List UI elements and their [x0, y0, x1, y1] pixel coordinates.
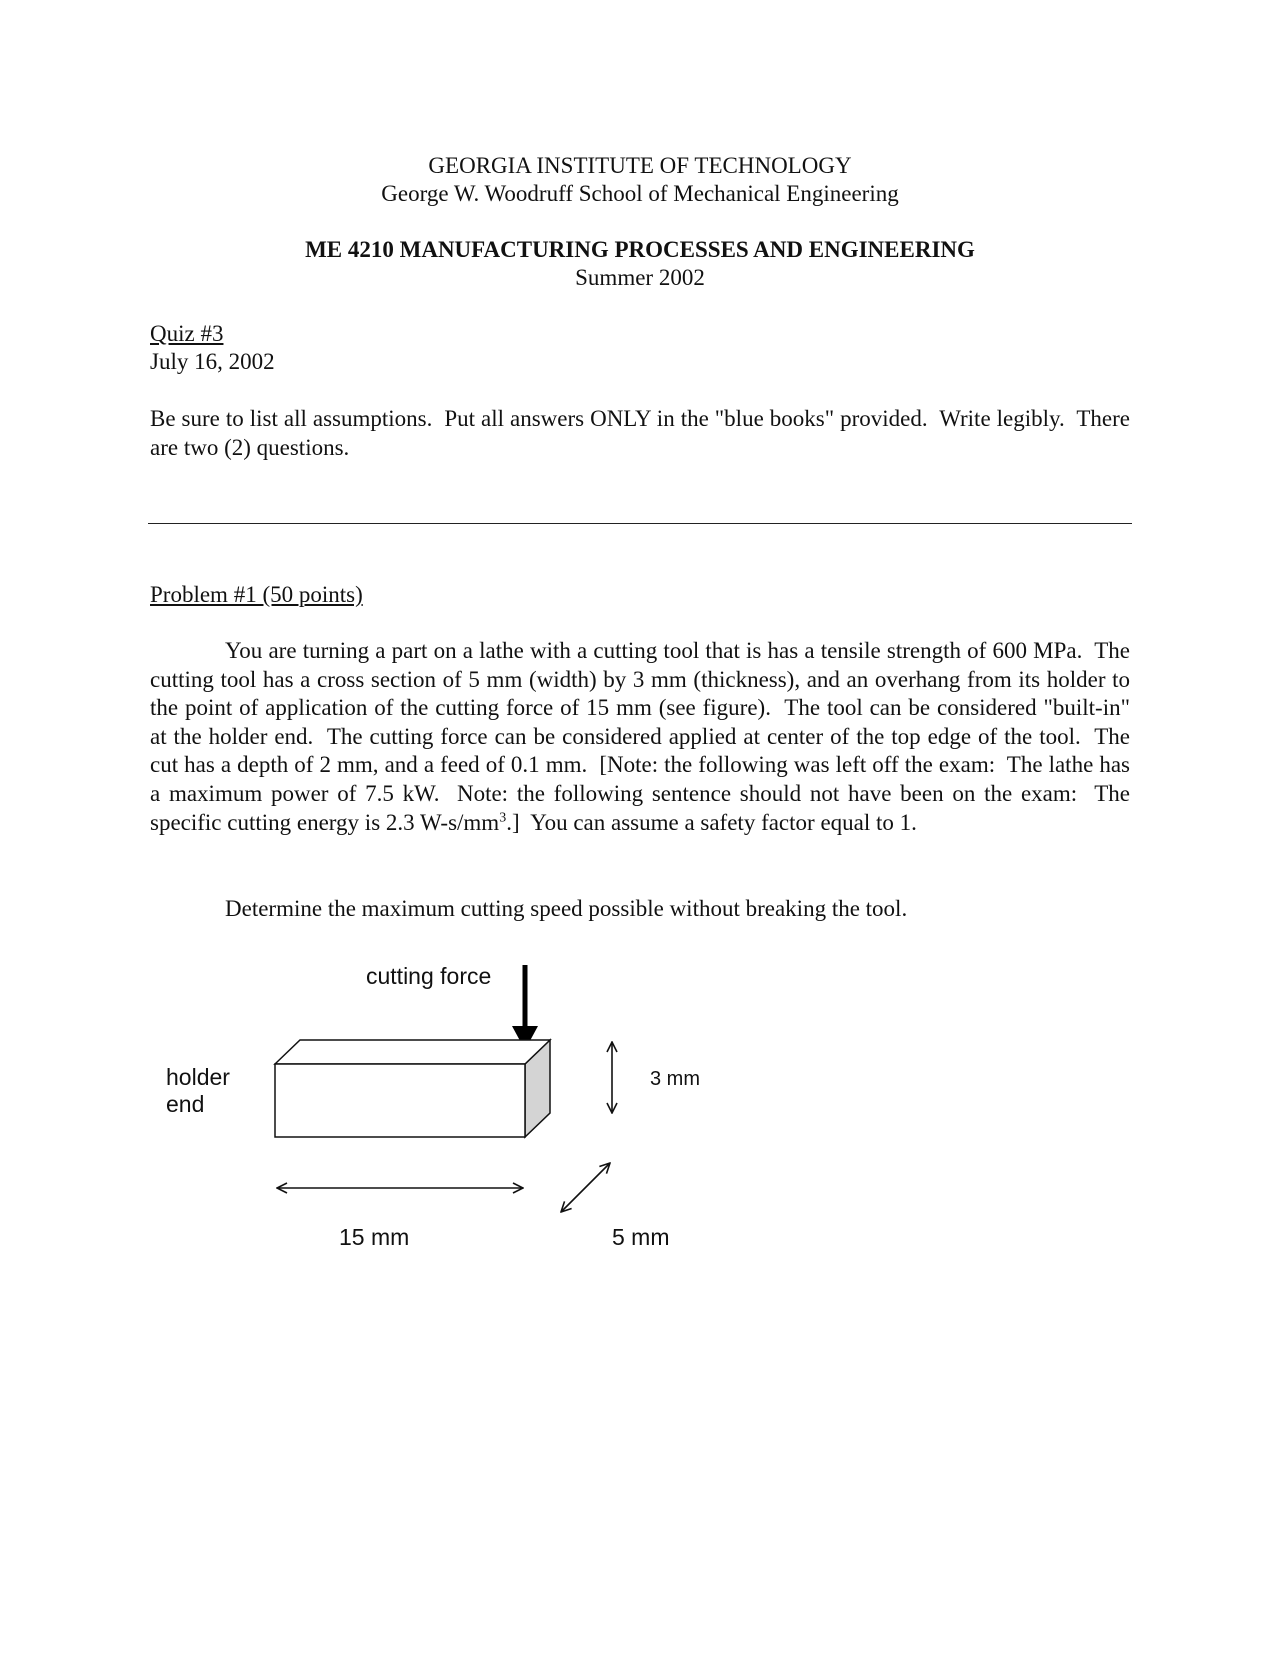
quiz-title: Quiz #3 — [150, 321, 224, 346]
term: Summer 2002 — [575, 265, 705, 290]
holder-label-line1: holder — [166, 1064, 230, 1090]
course-title: ME 4210 MANUFACTURING PROCESSES AND ENGINEERING — [305, 237, 975, 262]
width-dimension-arrow — [561, 1163, 610, 1212]
problem-task: Determine the maximum cutting speed possible without breaking the tool. — [225, 896, 908, 921]
superscript-exponent: 3 — [499, 809, 507, 825]
section-divider — [148, 523, 1132, 524]
institution-name: GEORGIA INSTITUTE OF TECHNOLOGY — [428, 153, 852, 178]
thickness-label: 3 mm — [650, 1068, 700, 1090]
problem-heading: Problem #1 (50 points) — [150, 582, 363, 607]
problem-text-main: You are turning a part on a lathe with a cutting tool that is has a tensile strength of 600 MPa. The cutting tool has a cross section of 5 mm (width) by 3 mm (thickness), and an overhang from its holder to the point of application of the cutting force of 15 mm (see figure). The tool can be considered "built-in" at the holder end. The cutting force can be considered applied at center of the top edge of the tool. The cut has a depth of 2 mm, and a feed of 0.1 mm. [Note: the following was left off the exam: The lathe has a maximum power of 7.5 kW. Note: the following sentence should not have been on the exam: The specific cutting energy is 2.3 W-s/mm — [150, 638, 1136, 835]
problem-text-end: .] You can assume a safety factor equal to 1. — [506, 809, 917, 835]
width-label: 5 mm — [612, 1224, 670, 1250]
holder-label-line2: end — [166, 1091, 205, 1117]
length-label: 15 mm — [339, 1224, 410, 1250]
instructions: Be sure to list all assumptions. Put all answers ONLY in the "blue books" provided. Write legibly. There are two (2) questions. — [150, 406, 1136, 460]
quiz-date: July 16, 2002 — [150, 349, 275, 374]
problem-statement — [150, 637, 1136, 837]
tool-diagram — [150, 950, 710, 1270]
tool-front-face — [275, 1064, 525, 1137]
school-name: George W. Woodruff School of Mechanical Engineering — [381, 181, 899, 206]
tool-top-face — [275, 1040, 550, 1064]
cutting-force-label: cutting force — [366, 963, 492, 989]
tool-figure — [150, 950, 710, 1275]
